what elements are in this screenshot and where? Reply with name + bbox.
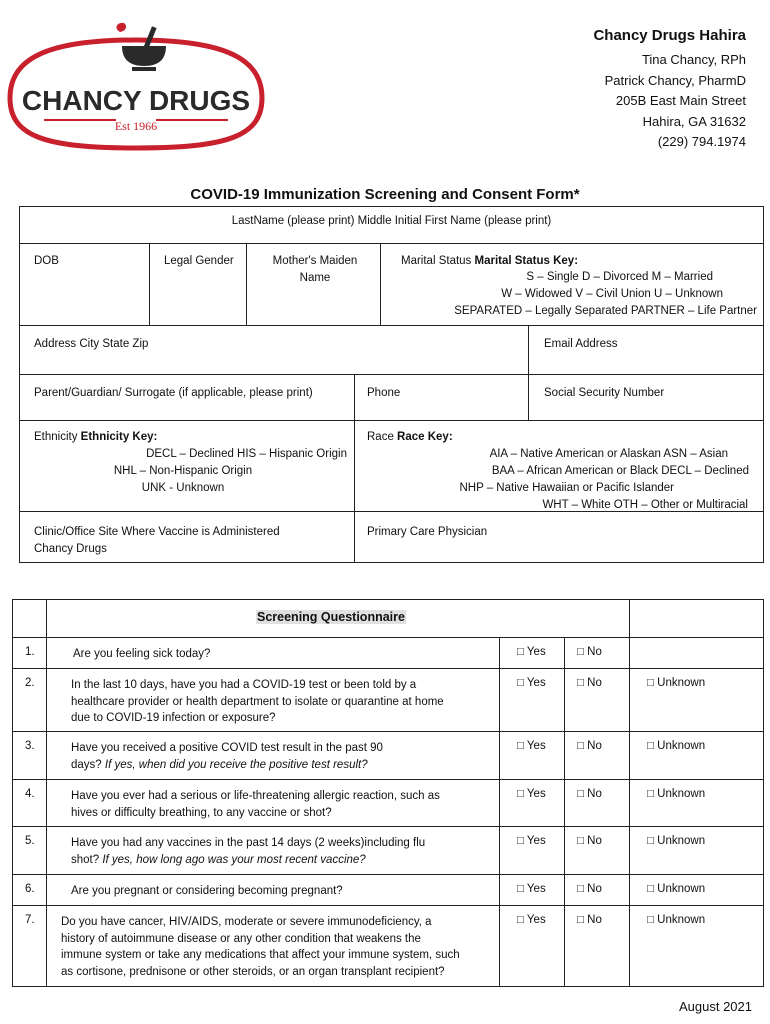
maiden-name-label: Mother's Maiden Name [272,255,358,284]
marital-status-label: Marital Status [401,255,475,267]
pcp-field[interactable] [354,511,764,563]
ethnicity-key-label: Ethnicity Key: [80,431,158,443]
dob-label: DOB [34,255,59,267]
no-checkbox[interactable]: □ No [577,835,602,847]
chancy-drugs-logo [4,20,268,152]
pharmacy-info [593,26,746,153]
question-text-plain: days? [71,758,105,771]
unknown-checkbox[interactable]: □ Unknown [647,914,706,926]
question-text-cell [46,874,500,906]
ethnicity-field[interactable] [19,420,355,512]
pharmacy-line: Patrick Chancy, PharmD [604,72,746,88]
pharmacy-phone: (229) 794.1974 [657,134,746,149]
unknown-option-cell[interactable] [629,731,764,780]
race-field[interactable] [354,420,764,512]
phone-label: Phone [367,387,401,399]
race-key-line: AIA – Native American or Alaskan ASN – Asian [489,448,728,460]
pcp-label: Primary Care Physician [367,526,488,538]
yes-option-cell[interactable] [499,905,565,987]
marital-key-line: W – Widowed V – Civil Union U – Unknown [501,288,723,300]
yes-option-cell[interactable] [499,637,565,669]
yes-option-cell[interactable] [499,731,565,780]
pharmacy-line: 205B East Main Street [615,93,746,108]
no-checkbox[interactable]: □ No [577,740,602,752]
no-option-cell[interactable] [564,731,630,780]
no-checkbox[interactable]: □ No [577,883,602,895]
pharmacy-name: Chancy Drugs Hahira [593,27,746,44]
question-text-line: Have you had any vaccines in the past 14 days (2 weeks)including flu [71,837,426,849]
question-text-line: In the last 10 days, have you had a COVID-19 test or been told by a [71,679,417,691]
race-key-line: WHT – White OTH – Other or Multiracial [542,499,748,511]
no-checkbox[interactable]: □ No [577,677,602,689]
ethnicity-key-line: DECL – Declined HIS – Hispanic Origin [146,448,347,460]
guardian-field[interactable] [19,374,355,421]
unknown-option-cell[interactable] [629,668,764,732]
question-number: 2. [25,677,35,689]
unknown-checkbox[interactable]: □ Unknown [647,883,706,895]
yes-option-cell[interactable] [499,779,565,827]
question-text-cell [46,668,500,732]
ethnicity-key-line: UNK - Unknown [141,482,225,494]
yes-checkbox[interactable]: □ Yes [517,914,546,926]
marital-key-label: Marital Status Key: [474,255,579,267]
email-label: Email Address [544,338,618,350]
yes-checkbox[interactable]: □ Yes [517,883,546,895]
no-checkbox[interactable]: □ No [577,646,602,658]
question-text-line: hives or difficulty breathing, to any vaccine or shot? [71,806,332,819]
question-number-cell [12,668,47,732]
phone-field[interactable] [354,374,529,421]
question-text-cell [46,779,500,827]
question-text-line: due to COVID-19 infection or exposure? [71,712,276,724]
no-option-cell[interactable] [564,874,630,906]
question-number-cell [12,826,47,875]
q-header-blank-cell [629,599,764,638]
no-checkbox[interactable]: □ No [577,914,602,926]
unknown-option-cell[interactable] [629,826,764,875]
question-text-line: healthcare provider or health department to isolate or quarantine at home [71,695,444,708]
gender-label: Legal Gender [164,255,234,267]
question-text-line: history of autoimmune disease or any other condition that weakens the [61,932,421,945]
question-text-line: immune system or take any medications that affect your immune system, such [61,949,460,961]
question-number: 5. [25,835,35,847]
address-label: Address City State Zip [34,338,149,350]
maiden-name-field[interactable] [246,243,381,326]
logo-est-text: Est 1966 [114,119,158,133]
question-text-cell [46,905,500,987]
q-header-title-cell [46,599,630,638]
ethnicity-label: Ethnicity [34,431,81,443]
clinic-value: Chancy Drugs [34,543,107,555]
clinic-label: Clinic/Office Site Where Vaccine is Administered [34,526,280,538]
race-key-line: BAA – African American or Black DECL – Declined [491,465,749,477]
gender-field[interactable] [149,243,247,326]
pharmacy-line: Tina Chancy, RPh [641,52,746,67]
race-key-line: NHP – Native Hawaiian or Pacific Islander [459,482,674,494]
marital-status-field[interactable] [380,243,764,326]
question-text-cell [46,826,500,875]
question-text-line: Have you ever had a serious or life-threatening allergic reaction, such as [71,790,440,802]
dob-field[interactable] [19,243,150,326]
question-text-plain: shot? [71,853,103,866]
no-checkbox[interactable]: □ No [577,788,602,800]
question-text-line: Are you feeling sick today? [73,648,211,660]
ethnicity-key-line: NHL – Non-Hispanic Origin [113,465,253,477]
question-text-line: as cortisone, prednisone or other steroids, or an organ transplant recipient? [61,965,445,978]
ssn-label: Social Security Number [544,387,665,399]
question-text-cell [46,637,500,669]
address-field[interactable] [19,325,529,375]
yes-option-cell[interactable] [499,668,565,732]
q-header-num-cell [12,599,47,638]
yes-option-cell[interactable] [499,826,565,875]
logo-brand-text: CHANCY DRUGS [21,85,251,116]
form-date: August 2021 [678,999,752,1014]
questionnaire-title: Screening Questionnaire [257,610,405,624]
yes-checkbox[interactable]: □ Yes [517,740,546,752]
yes-checkbox[interactable]: □ Yes [517,835,546,847]
question-number-cell [12,637,47,669]
no-option-cell[interactable] [564,779,630,827]
question-number: 1. [25,646,35,658]
race-key-label: Race Key: [397,431,453,443]
unknown-option-cell[interactable] [629,779,764,827]
question-number-cell [12,905,47,987]
marital-key-line: SEPARATED – Legally Separated PARTNER – Life Partner [454,305,757,317]
unknown-option-cell[interactable] [629,874,764,906]
question-text-cell [46,731,500,780]
form-title: COVID-19 Immunization Screening and Consent Form* [190,186,580,203]
question-text-line: Do you have cancer, HIV/AIDS, moderate or severe immunodeficiency, a [61,916,432,928]
ssn-field[interactable] [528,374,764,421]
question-number: 4. [25,788,35,800]
no-option-cell[interactable] [564,637,630,669]
question-number: 7. [25,914,35,926]
guardian-label: Parent/Guardian/ Surrogate (if applicable, please print) [34,387,313,399]
question-text-italic: If yes, how long ago was your most recent vaccine? [102,853,366,866]
name-field-label: LastName (please print) Middle Initial First Name (please print) [231,215,552,227]
unknown-option-cell[interactable] [629,905,764,987]
yes-checkbox[interactable]: □ Yes [517,788,546,800]
pharmacy-line: Hahira, GA 31632 [642,113,746,129]
question-text-italic: If yes, when did you receive the positive test result? [104,758,368,771]
unknown-checkbox[interactable]: □ Unknown [647,740,706,752]
no-option-cell[interactable] [564,905,630,987]
screening-questionnaire [12,599,764,987]
question-number: 6. [25,883,35,895]
question-number: 3. [25,740,35,752]
question-text-line: Have you received a positive COVID test result in the past 90 [71,742,383,754]
no-option-cell[interactable] [564,668,630,732]
name-field[interactable] [19,206,764,244]
patient-info-table [19,206,764,563]
clinic-field[interactable] [19,511,355,563]
unknown-checkbox[interactable]: □ Unknown [647,788,706,800]
email-field[interactable] [528,325,764,375]
question-text-line [71,852,366,869]
question-text-line: Are you pregnant or considering becoming pregnant? [71,885,343,897]
marital-key-line: S – Single D – Divorced M – Married [526,271,713,283]
question-number-cell [12,779,47,827]
race-label: Race [367,431,398,443]
unknown-checkbox[interactable]: □ Unknown [647,835,706,847]
yes-checkbox[interactable]: □ Yes [517,646,546,658]
unknown-checkbox[interactable]: □ Unknown [647,677,706,689]
question-text-line [71,757,368,774]
question-number-cell [12,874,47,906]
yes-checkbox[interactable]: □ Yes [517,677,546,689]
question-number-cell [12,731,47,780]
unknown-option-cell [629,637,764,669]
no-option-cell[interactable] [564,826,630,875]
yes-option-cell[interactable] [499,874,565,906]
